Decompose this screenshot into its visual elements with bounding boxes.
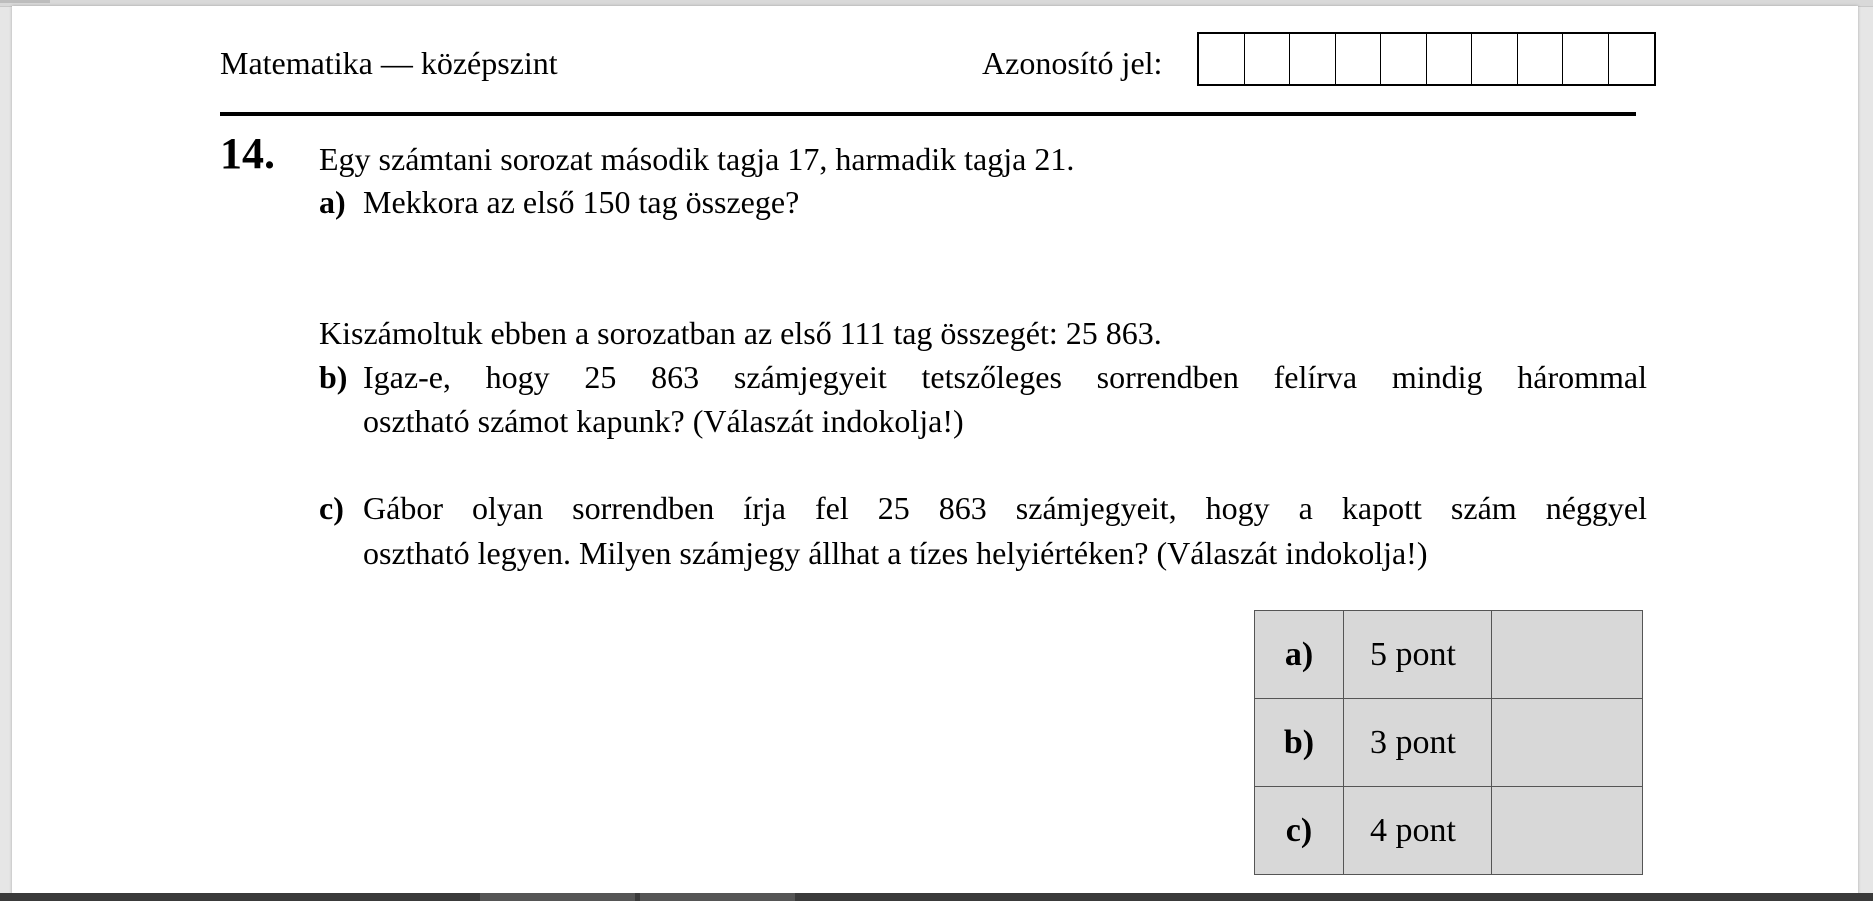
part-b-text-line1: Igaz-e, hogy 25 863 számjegyeit tetszőleges sorrendben felírva mindig hárommal	[363, 359, 1647, 395]
id-box	[1245, 34, 1291, 84]
viewer-bottom-bar	[0, 893, 1873, 901]
score-earned-cell[interactable]	[1492, 699, 1643, 787]
score-row	[1255, 787, 1643, 875]
id-box	[1199, 34, 1245, 84]
id-box	[1518, 34, 1564, 84]
header-id-label: Azonosító jel:	[982, 45, 1163, 81]
score-part-label: c)	[1255, 787, 1344, 875]
part-c-label: c)	[319, 490, 344, 526]
score-max-points: 5 pont	[1344, 611, 1492, 699]
id-box	[1472, 34, 1518, 84]
part-c-text-line1: Gábor olyan sorrendben írja fel 25 863 számjegyeit, hogy a kapott szám néggyel	[363, 490, 1647, 526]
header-subject: Matematika — középszint	[220, 45, 558, 81]
score-max-points: 3 pont	[1344, 699, 1492, 787]
id-box	[1381, 34, 1427, 84]
header-divider	[220, 112, 1636, 116]
id-code-boxes	[1197, 32, 1656, 86]
id-box	[1336, 34, 1382, 84]
id-box	[1609, 34, 1655, 84]
intermediate-statement: Kiszámoltuk ebben a sorozatban az első 111 tag összegét: 25 863.	[319, 315, 1162, 351]
score-row	[1255, 699, 1643, 787]
id-box	[1563, 34, 1609, 84]
part-b-text-line2: osztható számot kapunk? (Válaszát indokolja!)	[363, 403, 964, 439]
part-a-label: a)	[319, 184, 346, 220]
viewer-top-tab	[0, 0, 50, 3]
score-row	[1255, 611, 1643, 699]
score-max-points: 4 pont	[1344, 787, 1492, 875]
score-part-label: a)	[1255, 611, 1344, 699]
id-box	[1427, 34, 1473, 84]
score-table	[1254, 610, 1643, 875]
score-earned-cell[interactable]	[1492, 611, 1643, 699]
question-number: 14.	[220, 129, 275, 178]
part-a-text: Mekkora az első 150 tag összege?	[363, 184, 800, 220]
taskbar-segment	[480, 893, 635, 901]
part-b-label: b)	[319, 359, 348, 395]
id-box	[1290, 34, 1336, 84]
taskbar-segment	[640, 893, 795, 901]
score-part-label: b)	[1255, 699, 1344, 787]
part-c-text-line2: osztható legyen. Milyen számjegy állhat a tízes helyiértéken? (Válaszát indokolja!)	[363, 535, 1428, 571]
score-earned-cell[interactable]	[1492, 787, 1643, 875]
question-intro: Egy számtani sorozat második tagja 17, harmadik tagja 21.	[319, 141, 1075, 177]
